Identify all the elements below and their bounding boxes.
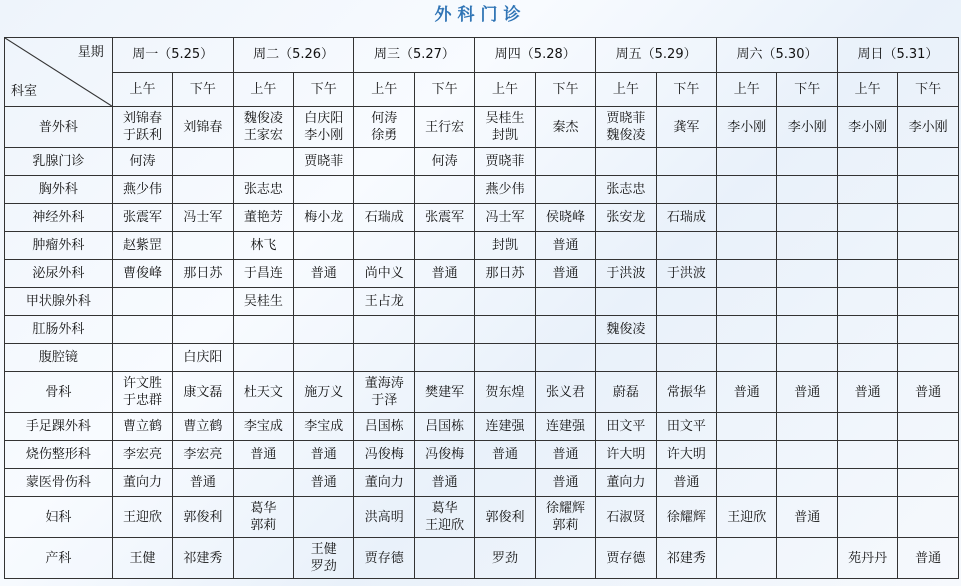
doctor-cell: 尚中义 xyxy=(354,260,414,288)
doctor-cell xyxy=(898,148,959,176)
doctor-cell: 张义君 xyxy=(535,372,595,413)
department-name: 神经外科 xyxy=(5,204,113,232)
doctor-cell: 田文平 xyxy=(656,413,716,441)
table-row xyxy=(5,344,959,372)
doctor-cell xyxy=(414,538,474,579)
doctor-cell: 李小刚 xyxy=(717,107,777,148)
doctor-cell: 祁建秀 xyxy=(173,538,233,579)
doctor-cell: 普通 xyxy=(475,441,535,469)
table-row xyxy=(5,107,959,148)
department-name: 乳腺门诊 xyxy=(5,148,113,176)
day-header: 周日（5.31） xyxy=(837,38,958,73)
doctor-cell: 李宏亮 xyxy=(112,441,172,469)
doctor-cell xyxy=(535,176,595,204)
department-name: 妇科 xyxy=(5,497,113,538)
doctor-cell xyxy=(898,344,959,372)
doctor-cell xyxy=(535,316,595,344)
doctor-cell: 石淑贤 xyxy=(596,497,656,538)
doctor-cell xyxy=(898,413,959,441)
doctor-cell xyxy=(414,176,474,204)
doctor-cell xyxy=(777,176,837,204)
doctor-cell xyxy=(717,176,777,204)
doctor-cell xyxy=(294,176,354,204)
day-header: 周三（5.27） xyxy=(354,38,475,73)
doctor-cell: 许大明 xyxy=(656,441,716,469)
doctor-cell: 田文平 xyxy=(596,413,656,441)
doctor-cell: 那日苏 xyxy=(173,260,233,288)
day-header: 周二（5.26） xyxy=(233,38,354,73)
doctor-cell xyxy=(837,316,897,344)
doctor-cell xyxy=(717,148,777,176)
doctor-cell xyxy=(777,260,837,288)
doctor-cell xyxy=(414,288,474,316)
doctor-cell: 普通 xyxy=(656,469,716,497)
doctor-cell: 普通 xyxy=(233,441,293,469)
doctor-cell xyxy=(475,316,535,344)
doctor-cell xyxy=(414,344,474,372)
doctor-cell: 连建强 xyxy=(535,413,595,441)
doctor-cell: 秦杰 xyxy=(535,107,595,148)
doctor-cell: 苑丹丹 xyxy=(837,538,897,579)
doctor-cell xyxy=(898,497,959,538)
table-row xyxy=(5,413,959,441)
doctor-cell xyxy=(173,316,233,344)
doctor-cell xyxy=(837,148,897,176)
doctor-cell: 普通 xyxy=(173,469,233,497)
doctor-cell: 普通 xyxy=(717,372,777,413)
doctor-cell xyxy=(596,148,656,176)
doctor-cell xyxy=(294,232,354,260)
session-header: 上午 xyxy=(354,72,414,107)
doctor-cell xyxy=(535,538,595,579)
department-name: 普外科 xyxy=(5,107,113,148)
doctor-cell xyxy=(777,288,837,316)
session-header: 下午 xyxy=(898,72,959,107)
doctor-cell xyxy=(414,316,474,344)
doctor-cell: 普通 xyxy=(898,538,959,579)
session-header: 上午 xyxy=(112,72,172,107)
doctor-cell: 普通 xyxy=(535,469,595,497)
doctor-cell xyxy=(898,204,959,232)
table-row xyxy=(5,372,959,413)
doctor-cell xyxy=(717,316,777,344)
doctor-cell xyxy=(837,413,897,441)
doctor-cell: 刘锦春 xyxy=(173,107,233,148)
session-header: 下午 xyxy=(777,72,837,107)
doctor-cell xyxy=(777,441,837,469)
doctor-cell: 梅小龙 xyxy=(294,204,354,232)
doctor-cell: 于昌连 xyxy=(233,260,293,288)
doctor-cell xyxy=(294,344,354,372)
table-row xyxy=(5,148,959,176)
doctor-cell: 徐耀辉 郭莉 xyxy=(535,497,595,538)
doctor-cell: 贺东煌 xyxy=(475,372,535,413)
doctor-cell xyxy=(717,232,777,260)
day-header: 周六（5.30） xyxy=(717,38,838,73)
department-name: 甲状腺外科 xyxy=(5,288,113,316)
department-name: 产科 xyxy=(5,538,113,579)
table-row xyxy=(5,204,959,232)
doctor-cell: 李小刚 xyxy=(777,107,837,148)
doctor-cell: 王迎欣 xyxy=(112,497,172,538)
doctor-cell: 张志忠 xyxy=(596,176,656,204)
doctor-cell xyxy=(656,176,716,204)
doctor-cell: 赵紫罡 xyxy=(112,232,172,260)
doctor-cell xyxy=(898,288,959,316)
session-header: 上午 xyxy=(475,72,535,107)
doctor-cell: 普通 xyxy=(414,260,474,288)
doctor-cell: 李宝成 xyxy=(233,413,293,441)
doctor-cell: 于洪波 xyxy=(656,260,716,288)
corner-header xyxy=(5,38,113,107)
doctor-cell xyxy=(596,288,656,316)
doctor-cell: 吴桂生 封凯 xyxy=(475,107,535,148)
doctor-cell xyxy=(717,441,777,469)
table-row xyxy=(5,232,959,260)
doctor-cell xyxy=(475,288,535,316)
doctor-cell: 普通 xyxy=(898,372,959,413)
doctor-cell xyxy=(173,288,233,316)
doctor-cell xyxy=(233,538,293,579)
doctor-cell: 许大明 xyxy=(596,441,656,469)
doctor-cell: 普通 xyxy=(777,372,837,413)
doctor-cell xyxy=(535,288,595,316)
doctor-cell xyxy=(717,204,777,232)
doctor-cell: 董向力 xyxy=(112,469,172,497)
doctor-cell xyxy=(898,316,959,344)
doctor-cell xyxy=(294,316,354,344)
doctor-cell: 那日苏 xyxy=(475,260,535,288)
doctor-cell: 张志忠 xyxy=(233,176,293,204)
doctor-cell: 郭俊利 xyxy=(173,497,233,538)
doctor-cell: 樊建军 xyxy=(414,372,474,413)
doctor-cell xyxy=(837,441,897,469)
department-name: 骨科 xyxy=(5,372,113,413)
doctor-cell: 贾晓菲 xyxy=(294,148,354,176)
doctor-cell: 李宝成 xyxy=(294,413,354,441)
doctor-cell xyxy=(837,204,897,232)
session-header: 上午 xyxy=(837,72,897,107)
doctor-cell: 林飞 xyxy=(233,232,293,260)
doctor-cell xyxy=(656,316,716,344)
department-name: 烧伤整形科 xyxy=(5,441,113,469)
doctor-cell: 冯俊梅 xyxy=(354,441,414,469)
doctor-cell: 蔚磊 xyxy=(596,372,656,413)
doctor-cell xyxy=(233,148,293,176)
doctor-cell xyxy=(475,469,535,497)
day-header: 周一（5.25） xyxy=(112,38,233,73)
doctor-cell: 冯士军 xyxy=(475,204,535,232)
doctor-cell: 侯晓峰 xyxy=(535,204,595,232)
doctor-cell xyxy=(656,232,716,260)
doctor-cell: 普通 xyxy=(535,232,595,260)
doctor-cell xyxy=(837,288,897,316)
table-row xyxy=(5,316,959,344)
corner-dept-label: 科室 xyxy=(11,84,38,99)
doctor-cell: 曹立鹤 xyxy=(173,413,233,441)
session-header: 上午 xyxy=(233,72,293,107)
table-row xyxy=(5,441,959,469)
doctor-cell: 董艳芳 xyxy=(233,204,293,232)
doctor-cell xyxy=(837,176,897,204)
doctor-cell: 张震军 xyxy=(112,204,172,232)
doctor-cell: 冯士军 xyxy=(173,204,233,232)
doctor-cell xyxy=(173,176,233,204)
day-header-row xyxy=(5,38,959,73)
session-header: 下午 xyxy=(414,72,474,107)
doctor-cell xyxy=(294,497,354,538)
table-row xyxy=(5,176,959,204)
doctor-cell xyxy=(535,344,595,372)
doctor-cell: 李小刚 xyxy=(837,107,897,148)
doctor-cell xyxy=(777,469,837,497)
corner-weekday-label: 星期 xyxy=(77,45,104,60)
doctor-cell: 普通 xyxy=(777,497,837,538)
doctor-cell: 张安龙 xyxy=(596,204,656,232)
doctor-cell xyxy=(112,344,172,372)
doctor-cell xyxy=(173,232,233,260)
session-header-row xyxy=(5,72,959,107)
doctor-cell xyxy=(354,176,414,204)
doctor-cell: 李小刚 xyxy=(898,107,959,148)
doctor-cell: 李宏亮 xyxy=(173,441,233,469)
doctor-cell: 何涛 xyxy=(414,148,474,176)
table-row xyxy=(5,497,959,538)
doctor-cell xyxy=(414,232,474,260)
doctor-cell xyxy=(717,538,777,579)
doctor-cell: 曹立鹤 xyxy=(112,413,172,441)
doctor-cell: 刘锦春 于跃利 xyxy=(112,107,172,148)
doctor-cell: 葛华 郭莉 xyxy=(233,497,293,538)
doctor-cell: 石瑞成 xyxy=(656,204,716,232)
doctor-cell: 吕国栋 xyxy=(414,413,474,441)
doctor-cell: 曹俊峰 xyxy=(112,260,172,288)
doctor-cell xyxy=(777,538,837,579)
doctor-cell: 封凯 xyxy=(475,232,535,260)
doctor-cell xyxy=(354,344,414,372)
doctor-cell: 燕少伟 xyxy=(112,176,172,204)
doctor-cell: 常振华 xyxy=(656,372,716,413)
doctor-cell xyxy=(777,413,837,441)
day-header: 周五（5.29） xyxy=(596,38,717,73)
doctor-cell xyxy=(354,148,414,176)
table-row xyxy=(5,469,959,497)
doctor-cell xyxy=(596,344,656,372)
doctor-cell: 康文磊 xyxy=(173,372,233,413)
doctor-cell: 张震军 xyxy=(414,204,474,232)
doctor-cell: 王迎欣 xyxy=(717,497,777,538)
doctor-cell xyxy=(717,469,777,497)
doctor-cell: 普通 xyxy=(294,469,354,497)
doctor-cell xyxy=(475,344,535,372)
schedule-body xyxy=(5,107,959,579)
doctor-cell: 冯俊梅 xyxy=(414,441,474,469)
doctor-cell xyxy=(898,469,959,497)
doctor-cell xyxy=(112,288,172,316)
doctor-cell: 普通 xyxy=(535,441,595,469)
department-name: 泌尿外科 xyxy=(5,260,113,288)
doctor-cell xyxy=(717,288,777,316)
doctor-cell: 白庆阳 李小刚 xyxy=(294,107,354,148)
doctor-cell: 洪高明 xyxy=(354,497,414,538)
doctor-cell xyxy=(837,232,897,260)
doctor-cell xyxy=(354,232,414,260)
table-row xyxy=(5,538,959,579)
doctor-cell: 吕国栋 xyxy=(354,413,414,441)
doctor-cell xyxy=(837,497,897,538)
session-header: 下午 xyxy=(294,72,354,107)
doctor-cell xyxy=(777,204,837,232)
doctor-cell: 葛华 王迎欣 xyxy=(414,497,474,538)
doctor-cell xyxy=(112,316,172,344)
doctor-cell: 何涛 徐勇 xyxy=(354,107,414,148)
doctor-cell xyxy=(898,232,959,260)
doctor-cell: 徐耀辉 xyxy=(656,497,716,538)
doctor-cell xyxy=(656,148,716,176)
department-name: 胸外科 xyxy=(5,176,113,204)
doctor-cell: 贾存德 xyxy=(354,538,414,579)
doctor-cell: 罗劲 xyxy=(475,538,535,579)
doctor-cell xyxy=(233,469,293,497)
doctor-cell: 王健 罗劲 xyxy=(294,538,354,579)
doctor-cell xyxy=(837,469,897,497)
doctor-cell xyxy=(717,413,777,441)
doctor-cell: 魏俊凌 王家宏 xyxy=(233,107,293,148)
doctor-cell: 普通 xyxy=(294,441,354,469)
doctor-cell: 普通 xyxy=(535,260,595,288)
doctor-cell: 燕少伟 xyxy=(475,176,535,204)
session-header: 上午 xyxy=(717,72,777,107)
doctor-cell: 何涛 xyxy=(112,148,172,176)
doctor-cell: 贾晓菲 xyxy=(475,148,535,176)
doctor-cell: 贾晓菲 魏俊凌 xyxy=(596,107,656,148)
doctor-cell: 龚军 xyxy=(656,107,716,148)
table-row xyxy=(5,288,959,316)
doctor-cell xyxy=(354,316,414,344)
session-header: 下午 xyxy=(656,72,716,107)
doctor-cell: 石瑞成 xyxy=(354,204,414,232)
doctor-cell xyxy=(898,441,959,469)
doctor-cell xyxy=(656,344,716,372)
doctor-cell: 连建强 xyxy=(475,413,535,441)
session-header: 上午 xyxy=(596,72,656,107)
doctor-cell: 施万义 xyxy=(294,372,354,413)
doctor-cell xyxy=(717,260,777,288)
doctor-cell: 董向力 xyxy=(354,469,414,497)
doctor-cell: 郭俊利 xyxy=(475,497,535,538)
session-header: 下午 xyxy=(173,72,233,107)
doctor-cell: 董向力 xyxy=(596,469,656,497)
doctor-cell xyxy=(777,232,837,260)
doctor-cell xyxy=(656,288,716,316)
doctor-cell: 普通 xyxy=(414,469,474,497)
doctor-cell: 董海涛 于泽 xyxy=(354,372,414,413)
doctor-cell: 祁建秀 xyxy=(656,538,716,579)
doctor-cell xyxy=(777,148,837,176)
doctor-cell: 杜天文 xyxy=(233,372,293,413)
doctor-cell: 王行宏 xyxy=(414,107,474,148)
doctor-cell: 普通 xyxy=(837,372,897,413)
doctor-cell: 于洪波 xyxy=(596,260,656,288)
day-header: 周四（5.28） xyxy=(475,38,596,73)
doctor-cell xyxy=(898,176,959,204)
doctor-cell xyxy=(173,148,233,176)
department-name: 肛肠外科 xyxy=(5,316,113,344)
doctor-cell: 白庆阳 xyxy=(173,344,233,372)
doctor-cell xyxy=(717,344,777,372)
page-title: 外科门诊 xyxy=(434,5,527,25)
doctor-cell: 普通 xyxy=(294,260,354,288)
doctor-cell xyxy=(837,260,897,288)
doctor-cell xyxy=(294,288,354,316)
doctor-cell: 王健 xyxy=(112,538,172,579)
department-name: 手足踝外科 xyxy=(5,413,113,441)
doctor-cell xyxy=(777,316,837,344)
department-name: 腹腔镜 xyxy=(5,344,113,372)
department-name: 蒙医骨伤科 xyxy=(5,469,113,497)
doctor-cell: 魏俊凌 xyxy=(596,316,656,344)
doctor-cell xyxy=(777,344,837,372)
doctor-cell xyxy=(898,260,959,288)
doctor-cell xyxy=(233,316,293,344)
doctor-cell: 贾存德 xyxy=(596,538,656,579)
table-row xyxy=(5,260,959,288)
doctor-cell xyxy=(233,344,293,372)
doctor-cell xyxy=(596,232,656,260)
session-header: 下午 xyxy=(535,72,595,107)
doctor-cell xyxy=(837,344,897,372)
doctor-cell: 吴桂生 xyxy=(233,288,293,316)
department-name: 肿瘤外科 xyxy=(5,232,113,260)
doctor-cell: 王占龙 xyxy=(354,288,414,316)
schedule-table xyxy=(4,37,959,579)
doctor-cell xyxy=(535,148,595,176)
doctor-cell: 许文胜 于忠群 xyxy=(112,372,172,413)
